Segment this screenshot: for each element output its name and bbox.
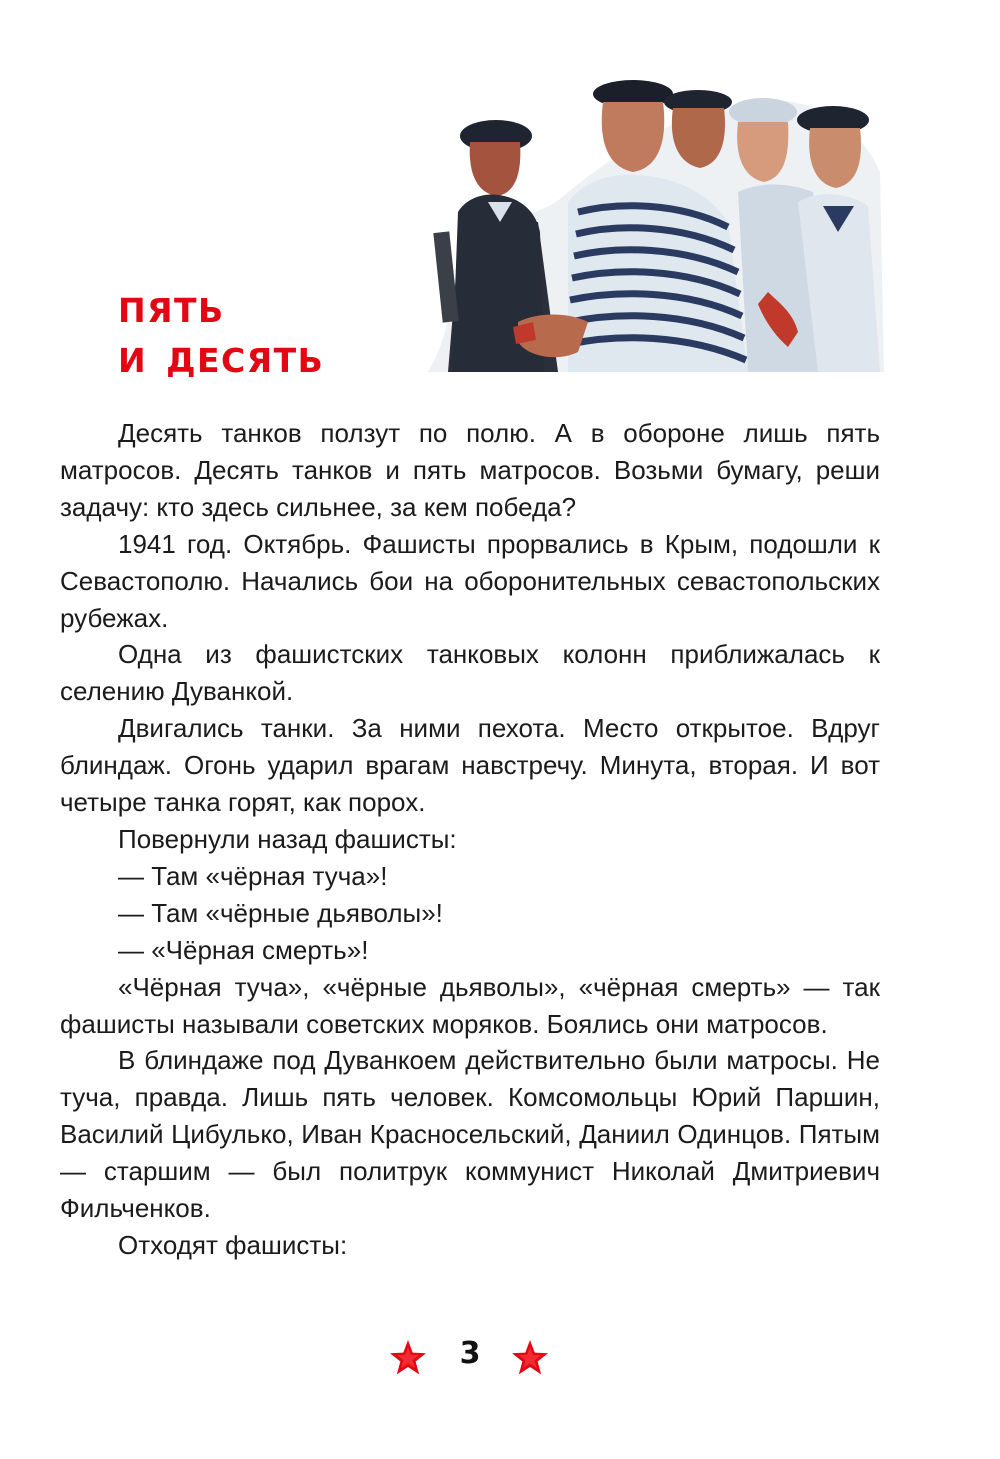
sailors-illustration — [418, 72, 886, 378]
title-line-2: И ДЕСЯТЬ — [118, 341, 325, 380]
star-icon — [510, 1338, 550, 1378]
dialogue-line: — Там «чёрные дьяволы»! — [118, 897, 443, 928]
star-icon — [388, 1338, 428, 1378]
page-footer — [0, 1332, 1000, 1392]
paragraph: Десять танков ползут по полю. А в обороне лишь пять матросов. Десять танков и пять матросов. Возьми бумагу, реши задачу: кто здесь сильнее, за кем победа? — [60, 418, 880, 522]
chapter-title — [118, 286, 324, 386]
paragraph: «Чёрная туча», «чёрные дьяволы», «чёрная смерть» — так фашисты называли советских моряков. Боялись они матросов. — [60, 971, 880, 1039]
dialogue-line: — Там «чёрная туча»! — [118, 860, 388, 891]
paragraph: 1941 год. Октябрь. Фашисты прорвались в Крым, подошли к Севастополю. Начались бои на оборонительных севастопольских рубежах. — [60, 528, 880, 633]
paragraph: Одна из фашистских танковых колонн приближалась к селению Дуванкой. — [60, 639, 880, 707]
page-number: 3 — [459, 1336, 481, 1371]
title-line-1: ПЯТЬ — [118, 291, 225, 330]
paragraph: Двигались танки. За ними пехота. Место открытое. Вдруг блиндаж. Огонь ударил врагам навстречу. Минута, вторая. И вот четыре танка горят, как порох. — [60, 713, 880, 818]
story-text — [60, 415, 880, 1264]
dialogue-line: — «Чёрная смерть»! — [118, 934, 369, 965]
paragraph: В блиндаже под Дуванкоем действительно были матросы. Не туча, правда. Лишь пять человек. Комсомольцы Юрий Паршин, Василий Цибулько, Иван Красносельский, Даниил Одинцов. Пятым — старшим — был политрук коммунист Николай Дмитриевич Фильченков. — [60, 1045, 880, 1224]
paragraph: Отходят фашисты: — [118, 1229, 348, 1260]
paragraph: Повернули назад фашисты: — [118, 823, 457, 854]
